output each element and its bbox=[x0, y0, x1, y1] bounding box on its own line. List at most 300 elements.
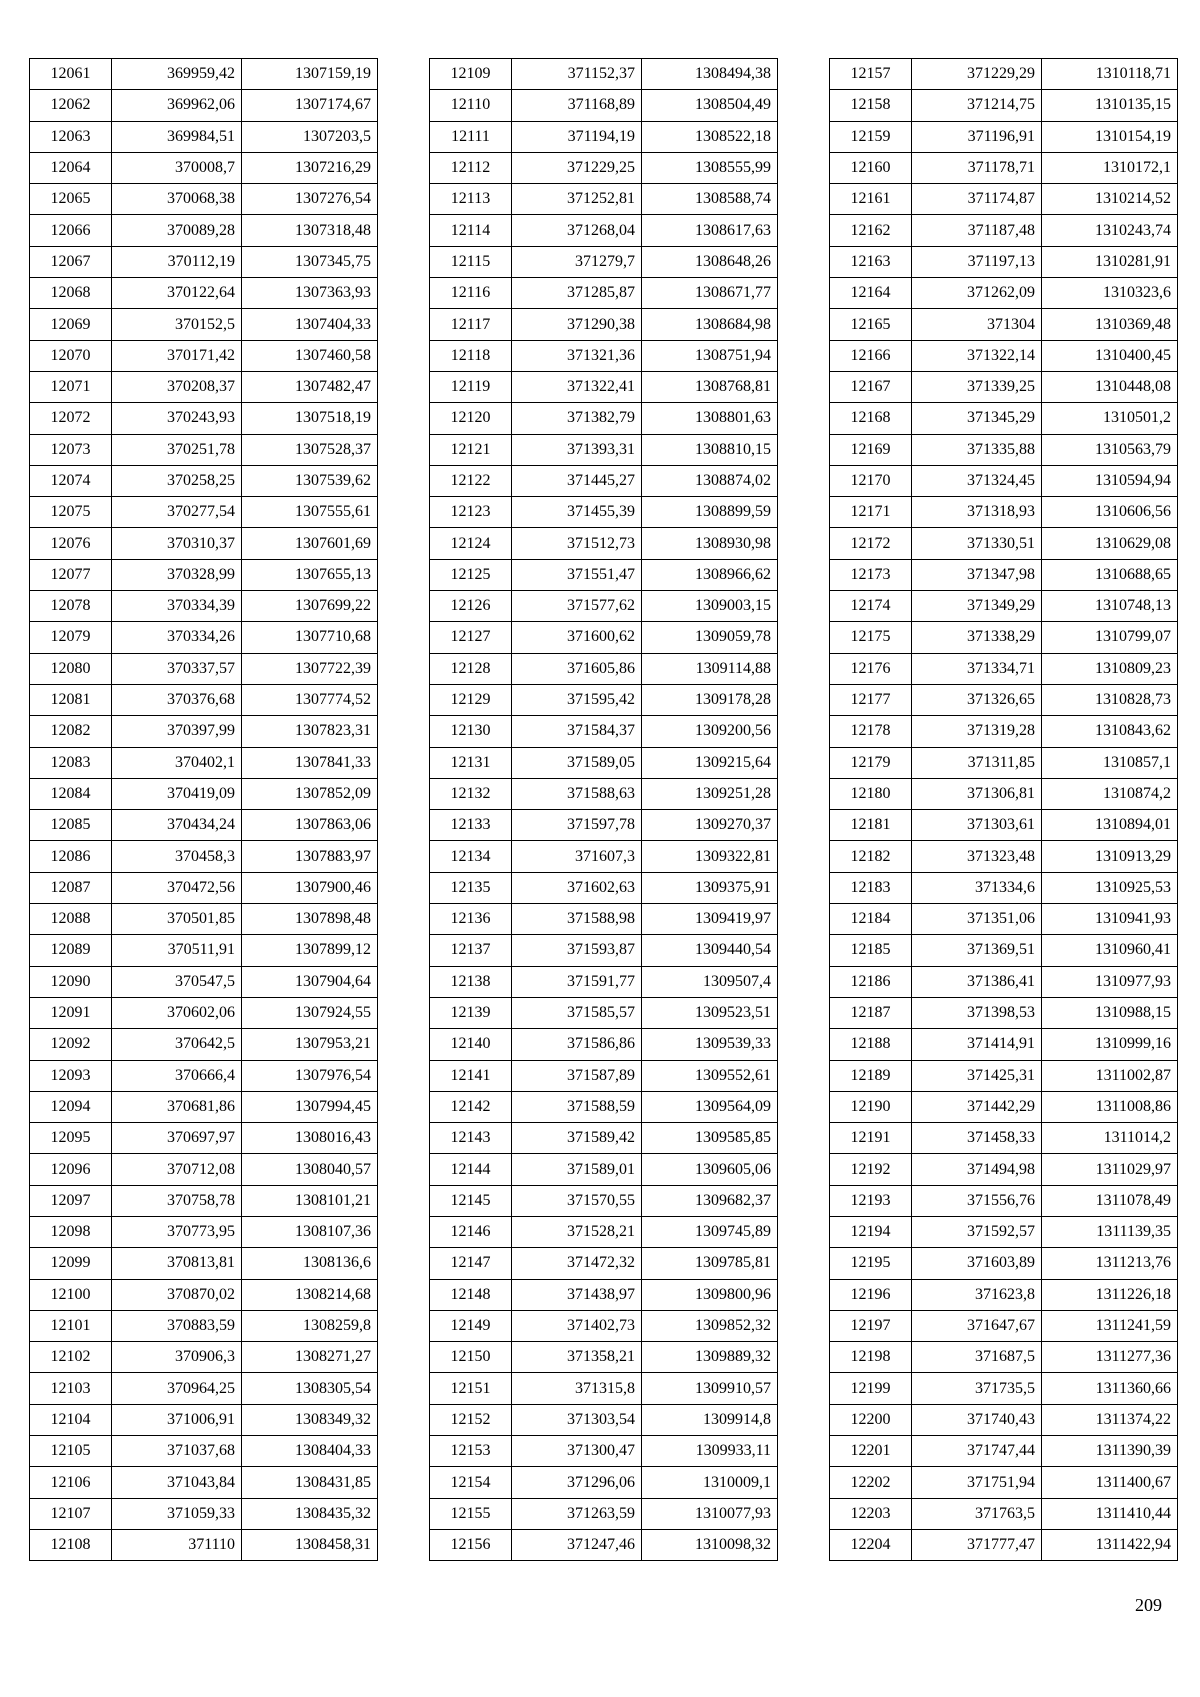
y-coordinate: 1307203,5 bbox=[242, 121, 378, 152]
x-coordinate: 371334,6 bbox=[912, 872, 1042, 903]
point-number: 12079 bbox=[30, 622, 112, 653]
x-coordinate: 370883,59 bbox=[112, 1310, 242, 1341]
table-row bbox=[30, 747, 378, 778]
table-row bbox=[30, 559, 378, 590]
x-coordinate: 371438,97 bbox=[512, 1279, 642, 1310]
table-row bbox=[830, 1154, 1178, 1185]
x-coordinate: 371402,73 bbox=[512, 1310, 642, 1341]
point-number: 12141 bbox=[430, 1060, 512, 1091]
x-coordinate: 371252,81 bbox=[512, 184, 642, 215]
y-coordinate: 1309215,64 bbox=[642, 747, 778, 778]
y-coordinate: 1307363,93 bbox=[242, 278, 378, 309]
point-number: 12101 bbox=[30, 1310, 112, 1341]
point-number: 12171 bbox=[830, 497, 912, 528]
x-coordinate: 371597,78 bbox=[512, 810, 642, 841]
point-number: 12096 bbox=[30, 1154, 112, 1185]
y-coordinate: 1310894,01 bbox=[1042, 810, 1178, 841]
x-coordinate: 371006,91 bbox=[112, 1404, 242, 1435]
y-coordinate: 1308966,62 bbox=[642, 559, 778, 590]
table-row bbox=[830, 1529, 1178, 1560]
table-row bbox=[30, 371, 378, 402]
point-number: 12095 bbox=[30, 1123, 112, 1154]
point-number: 12122 bbox=[430, 465, 512, 496]
table-row bbox=[430, 872, 778, 903]
x-coordinate: 370251,78 bbox=[112, 434, 242, 465]
y-coordinate: 1307852,09 bbox=[242, 778, 378, 809]
y-coordinate: 1309785,81 bbox=[642, 1248, 778, 1279]
x-coordinate: 371551,47 bbox=[512, 559, 642, 590]
table-row bbox=[830, 152, 1178, 183]
y-coordinate: 1310448,08 bbox=[1042, 371, 1178, 402]
table-row bbox=[430, 309, 778, 340]
table-row bbox=[430, 1029, 778, 1060]
table-row bbox=[830, 184, 1178, 215]
table-row bbox=[430, 1091, 778, 1122]
table-row bbox=[430, 121, 778, 152]
y-coordinate: 1309933,11 bbox=[642, 1436, 778, 1467]
point-number: 12093 bbox=[30, 1060, 112, 1091]
table-row bbox=[430, 1123, 778, 1154]
y-coordinate: 1308930,98 bbox=[642, 528, 778, 559]
y-coordinate: 1307904,64 bbox=[242, 966, 378, 997]
point-number: 12089 bbox=[30, 935, 112, 966]
point-number: 12174 bbox=[830, 591, 912, 622]
x-coordinate: 371335,88 bbox=[912, 434, 1042, 465]
y-coordinate: 1310118,71 bbox=[1042, 59, 1178, 90]
table-row bbox=[830, 966, 1178, 997]
table-row bbox=[830, 997, 1178, 1028]
point-number: 12100 bbox=[30, 1279, 112, 1310]
point-number: 12121 bbox=[430, 434, 512, 465]
point-number: 12098 bbox=[30, 1216, 112, 1247]
y-coordinate: 1308588,74 bbox=[642, 184, 778, 215]
point-number: 12061 bbox=[30, 59, 112, 90]
table-row bbox=[30, 465, 378, 496]
table-row bbox=[430, 1436, 778, 1467]
table-row bbox=[30, 1342, 378, 1373]
y-coordinate: 1308259,8 bbox=[242, 1310, 378, 1341]
table-row bbox=[830, 340, 1178, 371]
table-row bbox=[430, 497, 778, 528]
table-row bbox=[830, 935, 1178, 966]
point-number: 12111 bbox=[430, 121, 512, 152]
x-coordinate: 370258,25 bbox=[112, 465, 242, 496]
x-coordinate: 371322,41 bbox=[512, 371, 642, 402]
point-number: 12158 bbox=[830, 90, 912, 121]
y-coordinate: 1307159,19 bbox=[242, 59, 378, 90]
point-number: 12106 bbox=[30, 1467, 112, 1498]
point-number: 12204 bbox=[830, 1529, 912, 1560]
y-coordinate: 1310809,23 bbox=[1042, 653, 1178, 684]
table-row bbox=[30, 810, 378, 841]
x-coordinate: 371528,21 bbox=[512, 1216, 642, 1247]
y-coordinate: 1311277,36 bbox=[1042, 1342, 1178, 1373]
table-row bbox=[830, 1185, 1178, 1216]
table-row bbox=[830, 559, 1178, 590]
y-coordinate: 1308435,32 bbox=[242, 1498, 378, 1529]
y-coordinate: 1311390,39 bbox=[1042, 1436, 1178, 1467]
table-row bbox=[430, 1154, 778, 1185]
x-coordinate: 371623,8 bbox=[912, 1279, 1042, 1310]
y-coordinate: 1310243,74 bbox=[1042, 215, 1178, 246]
x-coordinate: 371322,14 bbox=[912, 340, 1042, 371]
x-coordinate: 370376,68 bbox=[112, 684, 242, 715]
point-number: 12081 bbox=[30, 684, 112, 715]
y-coordinate: 1310009,1 bbox=[642, 1467, 778, 1498]
x-coordinate: 371687,5 bbox=[912, 1342, 1042, 1373]
table-row bbox=[30, 121, 378, 152]
x-coordinate: 371043,84 bbox=[112, 1467, 242, 1498]
point-number: 12123 bbox=[430, 497, 512, 528]
point-number: 12083 bbox=[30, 747, 112, 778]
y-coordinate: 1309539,33 bbox=[642, 1029, 778, 1060]
x-coordinate: 370964,25 bbox=[112, 1373, 242, 1404]
x-coordinate: 371285,87 bbox=[512, 278, 642, 309]
table-row bbox=[30, 246, 378, 277]
x-coordinate: 371303,61 bbox=[912, 810, 1042, 841]
y-coordinate: 1309270,37 bbox=[642, 810, 778, 841]
point-number: 12088 bbox=[30, 904, 112, 935]
x-coordinate: 371059,33 bbox=[112, 1498, 242, 1529]
y-coordinate: 1309440,54 bbox=[642, 935, 778, 966]
point-number: 12139 bbox=[430, 997, 512, 1028]
table-row bbox=[30, 1029, 378, 1060]
table-row bbox=[30, 684, 378, 715]
point-number: 12108 bbox=[30, 1529, 112, 1560]
table-row bbox=[830, 653, 1178, 684]
table-row bbox=[430, 904, 778, 935]
table-row bbox=[830, 59, 1178, 90]
y-coordinate: 1308016,43 bbox=[242, 1123, 378, 1154]
x-coordinate: 371369,51 bbox=[912, 935, 1042, 966]
y-coordinate: 1307710,68 bbox=[242, 622, 378, 653]
point-number: 12127 bbox=[430, 622, 512, 653]
table-row bbox=[430, 778, 778, 809]
y-coordinate: 1310594,94 bbox=[1042, 465, 1178, 496]
x-coordinate: 370697,97 bbox=[112, 1123, 242, 1154]
y-coordinate: 1308874,02 bbox=[642, 465, 778, 496]
y-coordinate: 1310688,65 bbox=[1042, 559, 1178, 590]
table-row bbox=[430, 528, 778, 559]
y-coordinate: 1308349,32 bbox=[242, 1404, 378, 1435]
y-coordinate: 1307863,06 bbox=[242, 810, 378, 841]
point-number: 12182 bbox=[830, 841, 912, 872]
table-row bbox=[830, 810, 1178, 841]
table-row bbox=[30, 966, 378, 997]
point-number: 12119 bbox=[430, 371, 512, 402]
point-number: 12150 bbox=[430, 1342, 512, 1373]
point-number: 12202 bbox=[830, 1467, 912, 1498]
point-number: 12176 bbox=[830, 653, 912, 684]
point-number: 12092 bbox=[30, 1029, 112, 1060]
x-coordinate: 370171,42 bbox=[112, 340, 242, 371]
x-coordinate: 371168,89 bbox=[512, 90, 642, 121]
point-number: 12099 bbox=[30, 1248, 112, 1279]
table-row bbox=[830, 465, 1178, 496]
x-coordinate: 370773,95 bbox=[112, 1216, 242, 1247]
x-coordinate: 370458,3 bbox=[112, 841, 242, 872]
point-number: 12149 bbox=[430, 1310, 512, 1341]
point-number: 12128 bbox=[430, 653, 512, 684]
x-coordinate: 371585,57 bbox=[512, 997, 642, 1028]
point-number: 12097 bbox=[30, 1185, 112, 1216]
y-coordinate: 1307898,48 bbox=[242, 904, 378, 935]
point-number: 12126 bbox=[430, 591, 512, 622]
y-coordinate: 1310629,08 bbox=[1042, 528, 1178, 559]
y-coordinate: 1311008,86 bbox=[1042, 1091, 1178, 1122]
y-coordinate: 1307924,55 bbox=[242, 997, 378, 1028]
table-row bbox=[830, 1216, 1178, 1247]
y-coordinate: 1307528,37 bbox=[242, 434, 378, 465]
point-number: 12107 bbox=[30, 1498, 112, 1529]
y-coordinate: 1308751,94 bbox=[642, 340, 778, 371]
point-number: 12069 bbox=[30, 309, 112, 340]
x-coordinate: 371311,85 bbox=[912, 747, 1042, 778]
y-coordinate: 1309059,78 bbox=[642, 622, 778, 653]
x-coordinate: 370008,7 bbox=[112, 152, 242, 183]
x-coordinate: 370419,09 bbox=[112, 778, 242, 809]
y-coordinate: 1308040,57 bbox=[242, 1154, 378, 1185]
table-row bbox=[830, 716, 1178, 747]
table-row bbox=[30, 1216, 378, 1247]
y-coordinate: 1307518,19 bbox=[242, 403, 378, 434]
table-row bbox=[430, 90, 778, 121]
y-coordinate: 1310135,15 bbox=[1042, 90, 1178, 121]
table-row bbox=[830, 1248, 1178, 1279]
table-row bbox=[30, 278, 378, 309]
x-coordinate: 371321,36 bbox=[512, 340, 642, 371]
x-coordinate: 371326,65 bbox=[912, 684, 1042, 715]
x-coordinate: 371349,29 bbox=[912, 591, 1042, 622]
y-coordinate: 1308684,98 bbox=[642, 309, 778, 340]
table-row bbox=[430, 653, 778, 684]
x-coordinate: 370122,64 bbox=[112, 278, 242, 309]
point-number: 12180 bbox=[830, 778, 912, 809]
point-number: 12130 bbox=[430, 716, 512, 747]
point-number: 12189 bbox=[830, 1060, 912, 1091]
x-coordinate: 371323,48 bbox=[912, 841, 1042, 872]
table-row bbox=[430, 747, 778, 778]
x-coordinate: 370112,19 bbox=[112, 246, 242, 277]
x-coordinate: 371338,29 bbox=[912, 622, 1042, 653]
y-coordinate: 1307900,46 bbox=[242, 872, 378, 903]
x-coordinate: 371589,01 bbox=[512, 1154, 642, 1185]
x-coordinate: 371588,98 bbox=[512, 904, 642, 935]
table-row bbox=[30, 1154, 378, 1185]
y-coordinate: 1308768,81 bbox=[642, 371, 778, 402]
y-coordinate: 1308458,31 bbox=[242, 1529, 378, 1560]
point-number: 12070 bbox=[30, 340, 112, 371]
point-number: 12118 bbox=[430, 340, 512, 371]
x-coordinate: 370089,28 bbox=[112, 215, 242, 246]
y-coordinate: 1311002,87 bbox=[1042, 1060, 1178, 1091]
point-number: 12170 bbox=[830, 465, 912, 496]
x-coordinate: 371194,19 bbox=[512, 121, 642, 152]
table-row bbox=[430, 559, 778, 590]
table-row bbox=[430, 434, 778, 465]
x-coordinate: 371152,37 bbox=[512, 59, 642, 90]
point-number: 12131 bbox=[430, 747, 512, 778]
y-coordinate: 1307601,69 bbox=[242, 528, 378, 559]
y-coordinate: 1309114,88 bbox=[642, 653, 778, 684]
y-coordinate: 1310501,2 bbox=[1042, 403, 1178, 434]
point-number: 12110 bbox=[430, 90, 512, 121]
point-number: 12165 bbox=[830, 309, 912, 340]
table-row bbox=[30, 1498, 378, 1529]
table-row bbox=[30, 90, 378, 121]
point-number: 12152 bbox=[430, 1404, 512, 1435]
table-row bbox=[30, 1279, 378, 1310]
point-number: 12154 bbox=[430, 1467, 512, 1498]
x-coordinate: 371196,91 bbox=[912, 121, 1042, 152]
x-coordinate: 370666,4 bbox=[112, 1060, 242, 1091]
point-number: 12147 bbox=[430, 1248, 512, 1279]
x-coordinate: 371174,87 bbox=[912, 184, 1042, 215]
y-coordinate: 1308648,26 bbox=[642, 246, 778, 277]
x-coordinate: 371556,76 bbox=[912, 1185, 1042, 1216]
point-number: 12172 bbox=[830, 528, 912, 559]
y-coordinate: 1309564,09 bbox=[642, 1091, 778, 1122]
y-coordinate: 1308136,6 bbox=[242, 1248, 378, 1279]
x-coordinate: 371197,13 bbox=[912, 246, 1042, 277]
point-number: 12080 bbox=[30, 653, 112, 684]
point-number: 12125 bbox=[430, 559, 512, 590]
x-coordinate: 371324,45 bbox=[912, 465, 1042, 496]
point-number: 12167 bbox=[830, 371, 912, 402]
point-number: 12073 bbox=[30, 434, 112, 465]
x-coordinate: 370152,5 bbox=[112, 309, 242, 340]
point-number: 12146 bbox=[430, 1216, 512, 1247]
y-coordinate: 1310799,07 bbox=[1042, 622, 1178, 653]
x-coordinate: 369959,42 bbox=[112, 59, 242, 90]
y-coordinate: 1307774,52 bbox=[242, 684, 378, 715]
point-number: 12159 bbox=[830, 121, 912, 152]
y-coordinate: 1311078,49 bbox=[1042, 1185, 1178, 1216]
table-row bbox=[30, 1091, 378, 1122]
x-coordinate: 371751,94 bbox=[912, 1467, 1042, 1498]
y-coordinate: 1307883,97 bbox=[242, 841, 378, 872]
coordinate-table-middle bbox=[429, 58, 778, 1561]
y-coordinate: 1308101,21 bbox=[242, 1185, 378, 1216]
y-coordinate: 1308431,85 bbox=[242, 1467, 378, 1498]
point-number: 12071 bbox=[30, 371, 112, 402]
table-row bbox=[830, 1436, 1178, 1467]
y-coordinate: 1310925,53 bbox=[1042, 872, 1178, 903]
point-number: 12168 bbox=[830, 403, 912, 434]
table-row bbox=[430, 403, 778, 434]
table-row bbox=[430, 966, 778, 997]
x-coordinate: 370397,99 bbox=[112, 716, 242, 747]
x-coordinate: 370068,38 bbox=[112, 184, 242, 215]
table-row bbox=[830, 278, 1178, 309]
x-coordinate: 370472,56 bbox=[112, 872, 242, 903]
point-number: 12137 bbox=[430, 935, 512, 966]
point-number: 12166 bbox=[830, 340, 912, 371]
x-coordinate: 370337,57 bbox=[112, 653, 242, 684]
table-row bbox=[30, 1529, 378, 1560]
table-row bbox=[830, 403, 1178, 434]
y-coordinate: 1309605,06 bbox=[642, 1154, 778, 1185]
table-row bbox=[30, 497, 378, 528]
y-coordinate: 1309914,8 bbox=[642, 1404, 778, 1435]
point-number: 12142 bbox=[430, 1091, 512, 1122]
table-row bbox=[30, 622, 378, 653]
x-coordinate: 371591,77 bbox=[512, 966, 642, 997]
y-coordinate: 1307722,39 bbox=[242, 653, 378, 684]
point-number: 12201 bbox=[830, 1436, 912, 1467]
x-coordinate: 371740,43 bbox=[912, 1404, 1042, 1435]
y-coordinate: 1311213,76 bbox=[1042, 1248, 1178, 1279]
table-row bbox=[830, 90, 1178, 121]
x-coordinate: 371589,42 bbox=[512, 1123, 642, 1154]
x-coordinate: 371187,48 bbox=[912, 215, 1042, 246]
point-number: 12135 bbox=[430, 872, 512, 903]
y-coordinate: 1307555,61 bbox=[242, 497, 378, 528]
table-row bbox=[30, 59, 378, 90]
x-coordinate: 371600,62 bbox=[512, 622, 642, 653]
point-number: 12198 bbox=[830, 1342, 912, 1373]
y-coordinate: 1309322,81 bbox=[642, 841, 778, 872]
x-coordinate: 371262,09 bbox=[912, 278, 1042, 309]
table-row bbox=[830, 1123, 1178, 1154]
table-row bbox=[830, 434, 1178, 465]
table-row bbox=[30, 841, 378, 872]
table-row bbox=[830, 528, 1178, 559]
x-coordinate: 371593,87 bbox=[512, 935, 642, 966]
y-coordinate: 1310913,29 bbox=[1042, 841, 1178, 872]
point-number: 12194 bbox=[830, 1216, 912, 1247]
point-number: 12163 bbox=[830, 246, 912, 277]
point-number: 12190 bbox=[830, 1091, 912, 1122]
point-number: 12102 bbox=[30, 1342, 112, 1373]
x-coordinate: 370334,39 bbox=[112, 591, 242, 622]
x-coordinate: 370547,5 bbox=[112, 966, 242, 997]
x-coordinate: 371570,55 bbox=[512, 1185, 642, 1216]
point-number: 12195 bbox=[830, 1248, 912, 1279]
y-coordinate: 1310563,79 bbox=[1042, 434, 1178, 465]
x-coordinate: 371588,59 bbox=[512, 1091, 642, 1122]
table-row bbox=[830, 121, 1178, 152]
point-number: 12151 bbox=[430, 1373, 512, 1404]
y-coordinate: 1310988,15 bbox=[1042, 997, 1178, 1028]
y-coordinate: 1311410,44 bbox=[1042, 1498, 1178, 1529]
point-number: 12193 bbox=[830, 1185, 912, 1216]
x-coordinate: 371577,62 bbox=[512, 591, 642, 622]
y-coordinate: 1310400,45 bbox=[1042, 340, 1178, 371]
y-coordinate: 1309003,15 bbox=[642, 591, 778, 622]
y-coordinate: 1310999,16 bbox=[1042, 1029, 1178, 1060]
y-coordinate: 1308305,54 bbox=[242, 1373, 378, 1404]
x-coordinate: 371358,21 bbox=[512, 1342, 642, 1373]
table-row bbox=[430, 215, 778, 246]
point-number: 12062 bbox=[30, 90, 112, 121]
table-row bbox=[30, 528, 378, 559]
y-coordinate: 1309682,37 bbox=[642, 1185, 778, 1216]
x-coordinate: 371214,75 bbox=[912, 90, 1042, 121]
point-number: 12066 bbox=[30, 215, 112, 246]
x-coordinate: 371512,73 bbox=[512, 528, 642, 559]
y-coordinate: 1309910,57 bbox=[642, 1373, 778, 1404]
y-coordinate: 1307994,45 bbox=[242, 1091, 378, 1122]
table-row bbox=[830, 747, 1178, 778]
point-number: 12160 bbox=[830, 152, 912, 183]
table-row bbox=[430, 278, 778, 309]
y-coordinate: 1310941,93 bbox=[1042, 904, 1178, 935]
table-row bbox=[830, 591, 1178, 622]
table-row bbox=[30, 215, 378, 246]
x-coordinate: 371268,04 bbox=[512, 215, 642, 246]
table-row bbox=[30, 1436, 378, 1467]
